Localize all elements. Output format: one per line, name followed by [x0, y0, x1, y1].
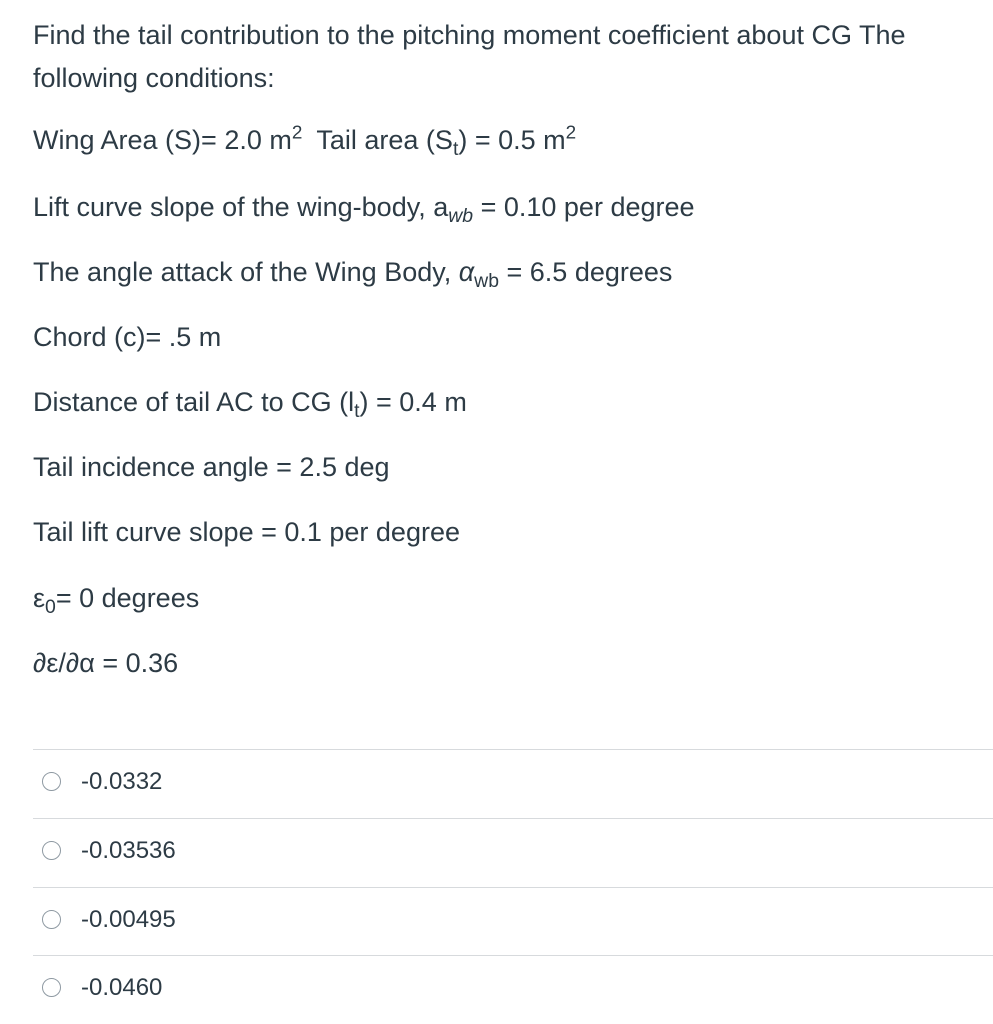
answer-option-1[interactable]	[33, 749, 993, 818]
answer-label[interactable]: -0.03536	[81, 837, 176, 864]
tail-distance-value: ) = 0.4 m	[359, 387, 467, 417]
tail-area-label: Tail area (S	[316, 125, 453, 155]
epsilon-subscript: 0	[45, 595, 56, 618]
angle-attack-label: The angle attack of the Wing Body,	[33, 257, 459, 287]
angle-attack-line	[33, 254, 672, 290]
wing-area-exponent: 2	[291, 122, 303, 144]
chord-line: Chord (c)= .5 m	[33, 322, 222, 352]
tail-distance-line	[33, 384, 467, 420]
tail-lift-slope-line: Tail lift curve slope = 0.1 per degree	[33, 517, 460, 547]
angle-attack-value: = 6.5 degrees	[499, 257, 673, 287]
lift-slope-subscript: wb	[448, 204, 474, 227]
answer-label[interactable]: -0.0332	[81, 768, 163, 795]
answer-label[interactable]: -0.00495	[81, 906, 176, 933]
answer-option-2[interactable]	[33, 818, 993, 887]
lift-slope-label: Lift curve slope of the wing-body, a	[33, 192, 449, 222]
radio-button[interactable]	[42, 910, 61, 929]
epsilon-line	[33, 580, 199, 616]
angle-attack-subscript: wb	[474, 269, 500, 292]
downwash-gradient-line: ∂ε/∂α = 0.36	[33, 648, 179, 678]
alpha-symbol: α	[458, 257, 475, 287]
lift-slope-value: = 0.10 per degree	[473, 192, 695, 222]
tail-area-subscript: t	[452, 137, 459, 160]
tail-area-exponent: 2	[565, 122, 577, 144]
question-intro: Find the tail contribution to the pitching moment coefficient about CG The following conditions:	[33, 20, 906, 93]
answer-option-4[interactable]	[33, 955, 993, 1024]
tail-incidence-line: Tail incidence angle = 2.5 deg	[33, 452, 390, 482]
radio-button[interactable]	[42, 772, 61, 791]
answer-label[interactable]: -0.0460	[81, 974, 163, 1001]
radio-button[interactable]	[42, 841, 61, 860]
area-line	[33, 122, 576, 158]
epsilon-value: = 0 degrees	[55, 583, 200, 613]
epsilon-symbol: ε	[33, 583, 46, 613]
tail-distance-subscript: t	[354, 399, 360, 422]
answer-option-3[interactable]	[33, 887, 993, 956]
wing-area-label: Wing Area (S)= 2.0 m	[33, 125, 292, 155]
lift-slope-line	[33, 189, 695, 225]
tail-area-value: ) = 0.5 m	[458, 125, 566, 155]
tail-distance-label: Distance of tail AC to CG (l	[33, 387, 355, 417]
radio-button[interactable]	[42, 978, 61, 997]
